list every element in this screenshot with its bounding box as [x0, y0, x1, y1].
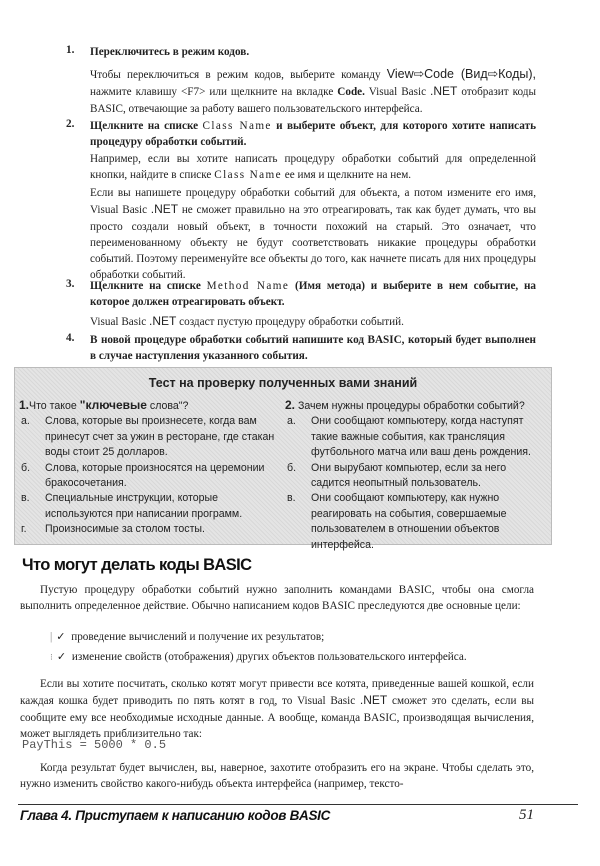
step-4-title: В новой процедуре обработки событий напишите код BASIC, который будет выполнен в случае наступления указанного события. — [90, 334, 536, 362]
step-4-number: 4. — [66, 332, 75, 344]
question-1-option-b: б. Слова, которые произносятся на церемонии бракосочетания. — [21, 461, 265, 490]
check-icon: ✓ — [56, 631, 66, 643]
chapter-footer: Глава 4. Приступаем к написанию кодов BASIC — [20, 808, 331, 823]
step-1-number: 1. — [66, 44, 75, 56]
menu-command-view-code: View⇨Code (Вид⇨Коды), — [386, 67, 536, 81]
footer-rule — [18, 804, 578, 805]
quiz-question-2 — [285, 398, 545, 553]
goal-2: ⁝ ✓ изменение свойств (отображения) других объектов пользовательского интерфейса. — [50, 651, 467, 663]
step-1-title: Переключитесь в режим кодов. — [90, 46, 250, 58]
question-2-option-a: а. Они сообщают компьютеру, когда наступят такие важные события, как трансляция футбольного матча или ваш день рождения. — [287, 415, 531, 459]
code-example: PayThis = 5000 * 0.5 — [22, 738, 167, 752]
code-tab-name: Code. — [337, 86, 365, 99]
question-1-option-c: в. Специальные инструкции, которые используются при написании программ. — [21, 492, 243, 520]
section-paragraph-2: Если вы хотите посчитать, сколько котят могут привести все котята, приведенные вашей кошкой, если каждая кошка будет приводить по пять котят в год, то Visual Basic .NET сможет это сделать, если вы сообщите ему все необходимые исходные данные. А вообще, команда BASIC, производящая вычисления, может выглядеть приблизительно так: — [20, 678, 535, 740]
question-1-option-a: а. Слова, которые вы произнесете, когда вам принесут счет за ужин в ресторане, где стакан воды стоит 25 долларов. — [21, 415, 275, 459]
quiz-question-1 — [19, 398, 277, 538]
quiz-box — [14, 367, 552, 551]
page-number: 51 — [519, 807, 534, 823]
section-paragraph-3: Когда результат будет вычислен, вы, наверное, захотите отобразить его на экране. Чтобы сделать это, нужно изменить свойство какого-нибудь объекта интерфейса (например, тексто- — [20, 762, 534, 791]
step-3-paragraph: Visual Basic .NET создаст пустую процедуру обработки событий. — [90, 314, 404, 328]
section-heading: Что могут делать коды BASIC — [22, 556, 252, 574]
step-1-body: Чтобы переключиться в режим кодов, выберите команду View⇨Code (Вид⇨Коды), нажмите клавишу <F7> или щелкните на вкладке Code. Visual Basic .NET отобразит коды BASIC, отвечающие за работу вашего пользовательского интерфейса. — [90, 67, 536, 115]
question-1-text: 1.Что такое "ключевые слова"? — [19, 398, 189, 412]
question-2-option-b: б. Они вырубают компьютер, если за него садится неопытный пользователь. — [287, 461, 507, 490]
quiz-title: Тест на проверку полученных вами знаний — [148, 376, 418, 390]
question-1-option-d: г. Произносимые за столом тосты. — [21, 523, 205, 536]
goal-1: | ✓ проведение вычислений и получение их результатов; — [50, 631, 325, 643]
step-3-number: 3. — [66, 278, 75, 290]
question-2-text: 2. Зачем нужны процедуры обработки событий? — [285, 398, 525, 412]
step-3-title: Щелкните на списке Method Name (Имя метода) и выберите в нем событие, на которое должен отреагировать объект. — [90, 280, 536, 308]
step-2-paragraph-2: Если вы напишете процедуру обработки событий для объекта, а потом измените его имя, Visual Basic .NET не сможет правильно на это отреагировать, так как будет думать, что вы просто создали новый объект, в точности похожий на старый. Это означает, что переименованному объекту не будут соответствовать никакие процедуры обработки событий. Поэтому переименуйте все объекты до того, как начнете писать для них процедуры обработки событий. — [90, 187, 536, 282]
step-2-paragraph-1: Например, если вы хотите написать процедуру обработки событий для определенной кнопки, найдите в списке Class Name ее имя и щелкните на нем. — [90, 153, 536, 182]
check-icon: ✓ — [56, 651, 67, 663]
question-2-option-c: в. Они сообщают компьютеру, как нужно реагировать на события, совершаемые пользователем в отношении объектов интерфейса. — [287, 492, 507, 551]
section-intro: Пустую процедуру обработки событий нужно заполнить командами BASIC, чтобы она смогла выполнить определенное действие. Обычно написанием кодов BASIC преследуются две основные цели: — [20, 584, 534, 613]
step-2-title: Щелкните на списке Class Name и выберите объект, для которого хотите написать процедуру обработки событий. — [90, 120, 536, 148]
step-2-number: 2. — [66, 118, 75, 130]
